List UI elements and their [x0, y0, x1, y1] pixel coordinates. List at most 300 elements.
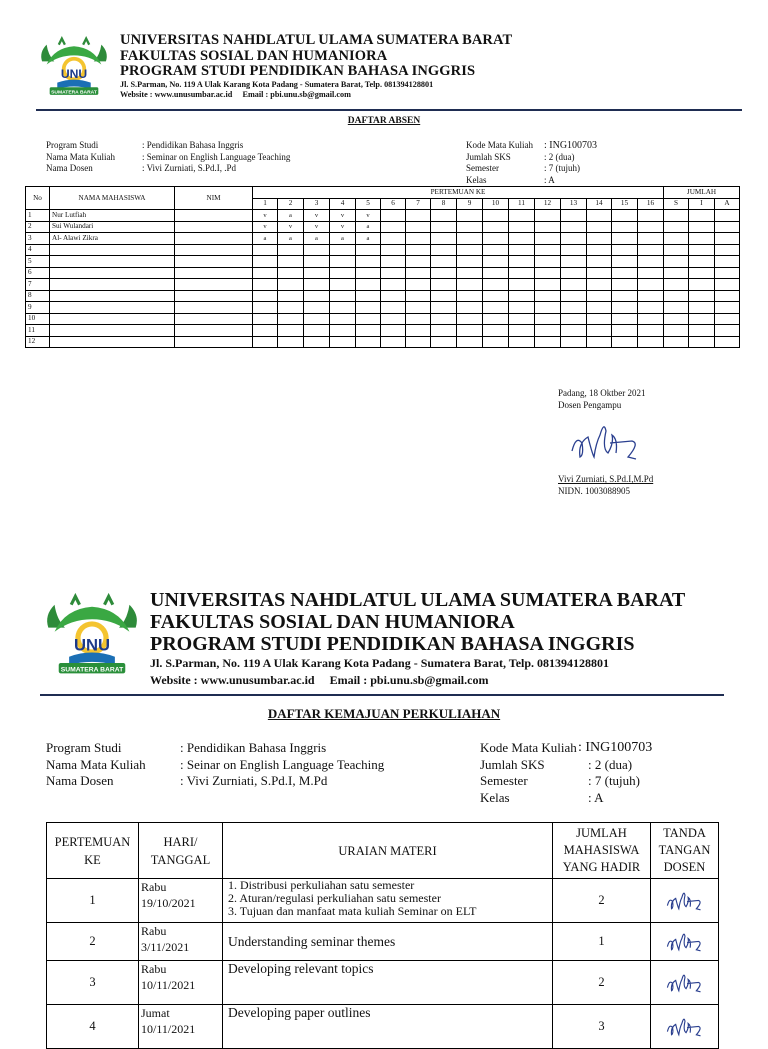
attendance-mark [535, 279, 561, 291]
attendance-mark [431, 233, 457, 245]
row-number: 2 [26, 221, 50, 233]
attendance-mark [561, 313, 587, 325]
attendance-mark [253, 244, 278, 256]
attendance-total [664, 244, 689, 256]
attendance-mark [457, 244, 483, 256]
attendance-mark [330, 325, 356, 337]
attendance-total [689, 336, 715, 348]
attendance-mark [253, 279, 278, 291]
meeting-13-header: 13 [561, 198, 587, 210]
attendance-mark [330, 267, 356, 279]
table-row [26, 290, 740, 302]
row-number: 5 [26, 256, 50, 268]
attendance-total [689, 221, 715, 233]
attendance-mark [253, 267, 278, 279]
student-nim [175, 336, 253, 348]
attendance-mark [638, 256, 664, 268]
row-number: 9 [26, 302, 50, 314]
table-row [26, 210, 740, 222]
handwritten-signature [663, 927, 707, 957]
student-nim [175, 313, 253, 325]
attendance-mark [535, 336, 561, 348]
attendance-mark [587, 290, 612, 302]
attendance-mark [638, 221, 664, 233]
attendance-mark: v [330, 221, 356, 233]
attendance-mark [278, 325, 304, 337]
attendance-mark [330, 302, 356, 314]
attendance-mark [406, 210, 431, 222]
attendance-mark [278, 336, 304, 348]
attendance-mark [561, 279, 587, 291]
course-info-right: Kode Mata Kuliah : ING100703 Jumlah SKS : 2 (dua) Semester : 7 (tujuh) Kelas : A [466, 140, 598, 185]
attendance-mark [406, 279, 431, 291]
attendance-mark [356, 267, 381, 279]
attendance-mark [587, 279, 612, 291]
attendance-total [715, 325, 740, 337]
attendance-total [689, 267, 715, 279]
attendance-mark [278, 256, 304, 268]
attendance-mark [483, 302, 509, 314]
attendance-mark [431, 313, 457, 325]
attendance-mark: v [330, 210, 356, 222]
university-logo [40, 596, 144, 680]
total-s-header: S [664, 198, 689, 210]
student-nim [175, 221, 253, 233]
meeting-11-header: 11 [509, 198, 535, 210]
meeting-1-header: 1 [253, 198, 278, 210]
attendance-mark [381, 267, 406, 279]
attendance-mark [356, 279, 381, 291]
attendance-mark [612, 325, 638, 337]
student-name [50, 267, 175, 279]
attendance-mark [587, 221, 612, 233]
attendance-mark [330, 256, 356, 268]
attendance-mark [483, 279, 509, 291]
attendance-mark [304, 325, 330, 337]
attendance-mark [535, 302, 561, 314]
attendance-total [664, 221, 689, 233]
student-name [50, 290, 175, 302]
student-name: Al- Alawi Zikra [50, 233, 175, 245]
svg-text:SUMATERA BARAT: SUMATERA BARAT [60, 666, 124, 674]
attendance-mark [587, 244, 612, 256]
attendance-mark [278, 313, 304, 325]
row-number: 8 [26, 290, 50, 302]
letterhead [150, 589, 750, 689]
attendance-total [715, 302, 740, 314]
attendance-total [689, 244, 715, 256]
table-row: 2 Rabu 3/11/2021 Understanding seminar themes 1 [47, 923, 719, 961]
attendance-mark [431, 210, 457, 222]
attendance-mark [483, 336, 509, 348]
attendance-mark [612, 336, 638, 348]
attendance-mark [509, 279, 535, 291]
attendance-mark [561, 336, 587, 348]
attendance-total [664, 290, 689, 302]
attendance-mark [561, 210, 587, 222]
attendance-mark [278, 302, 304, 314]
attendance-mark [406, 336, 431, 348]
row-number: 3 [26, 233, 50, 245]
table-row [26, 256, 740, 268]
attendance-mark [356, 302, 381, 314]
attendance-total [689, 279, 715, 291]
attendance-mark [638, 233, 664, 245]
attendance-mark [330, 313, 356, 325]
attendance-mark [253, 256, 278, 268]
attendance-total [715, 267, 740, 279]
attendance-mark [587, 233, 612, 245]
attendance-total [689, 325, 715, 337]
attendance-mark [356, 290, 381, 302]
attendance-mark [535, 290, 561, 302]
attendance-mark [356, 256, 381, 268]
attendance-mark: a [278, 233, 304, 245]
attendance-mark [381, 244, 406, 256]
attendance-mark [457, 279, 483, 291]
attendance-mark [561, 302, 587, 314]
attendance-mark [587, 325, 612, 337]
table-row [26, 336, 740, 348]
university-name: UNIVERSITAS NAHDLATUL ULAMA SUMATERA BARAT [120, 32, 513, 48]
col-present-count: JUMLAH MAHASISWA YANG HADIR [553, 823, 651, 879]
attendance-mark [587, 267, 612, 279]
attendance-mark [483, 233, 509, 245]
attendance-mark [356, 244, 381, 256]
attendance-mark [253, 325, 278, 337]
student-nim [175, 244, 253, 256]
attendance-total [715, 221, 740, 233]
attendance-mark [638, 210, 664, 222]
attendance-total [715, 313, 740, 325]
attendance-mark [406, 290, 431, 302]
meeting-2-header: 2 [278, 198, 304, 210]
attendance-total [664, 233, 689, 245]
student-name [50, 256, 175, 268]
col-total: JUMLAH [664, 187, 740, 199]
attendance-mark [457, 221, 483, 233]
attendance-total [689, 290, 715, 302]
attendance-mark [304, 244, 330, 256]
attendance-mark [457, 233, 483, 245]
attendance-mark [638, 336, 664, 348]
student-name: Nur Lutfiah [50, 210, 175, 222]
student-nim [175, 267, 253, 279]
header-rule [40, 694, 724, 696]
attendance-mark [278, 267, 304, 279]
page-title: DAFTAR KEMAJUAN PERKULIAHAN [267, 706, 501, 721]
attendance-mark [330, 336, 356, 348]
attendance-mark [431, 244, 457, 256]
attendance-mark [431, 302, 457, 314]
attendance-total [689, 256, 715, 268]
attendance-total [715, 210, 740, 222]
attendance-mark [587, 210, 612, 222]
contact: Website : www.unusumbar.ac.id Email : pbi.unu.sb@gmail.com [120, 90, 351, 99]
attendance-mark [431, 290, 457, 302]
attendance-mark [483, 256, 509, 268]
attendance-total [664, 302, 689, 314]
attendance-mark [535, 244, 561, 256]
attendance-mark [638, 302, 664, 314]
attendance-mark [278, 279, 304, 291]
lecturer-signature [651, 879, 719, 923]
meeting-15-header: 15 [612, 198, 638, 210]
attendance-mark: a [278, 210, 304, 222]
attendance-total [689, 210, 715, 222]
attendance-mark [406, 221, 431, 233]
attendance-total [664, 325, 689, 337]
faculty-name: FAKULTAS SOSIAL DAN HUMANIORA [120, 47, 388, 64]
student-nim [175, 290, 253, 302]
attendance-mark [381, 290, 406, 302]
attendance-mark [406, 256, 431, 268]
table-row: 4 Jumat 10/11/2021 Developing paper outlines 3 [47, 1005, 719, 1049]
svg-text:SUMATERA BARAT: SUMATERA BARAT [51, 90, 97, 96]
attendance-mark [483, 325, 509, 337]
student-name [50, 244, 175, 256]
svg-text:UNU: UNU [73, 635, 111, 655]
attendance-mark [638, 325, 664, 337]
attendance-mark [612, 233, 638, 245]
course-info-right: Kode Mata Kuliah : ING100703 Jumlah SKS : 2 (dua) Semester : 7 (tujuh) Kelas : A [480, 740, 653, 805]
attendance-total [715, 244, 740, 256]
attendance-total [715, 290, 740, 302]
attendance-mark [509, 302, 535, 314]
table-row [26, 267, 740, 279]
page-title: DAFTAR ABSEN [347, 116, 421, 126]
attendance-mark [509, 233, 535, 245]
table-row [26, 279, 740, 291]
student-name: Sui Wulandari [50, 221, 175, 233]
signer-nidn: NIDN. 1003088905 [558, 486, 630, 496]
table-row [26, 313, 740, 325]
meeting-8-header: 8 [431, 198, 457, 210]
attendance-mark: a [304, 233, 330, 245]
attendance-mark [535, 221, 561, 233]
attendance-mark [457, 325, 483, 337]
attendance-mark [535, 313, 561, 325]
attendance-total [715, 279, 740, 291]
attendance-mark: a [356, 233, 381, 245]
attendance-mark [457, 313, 483, 325]
student-name [50, 302, 175, 314]
meeting-16-header: 16 [638, 198, 664, 210]
attendance-total [715, 336, 740, 348]
attendance-mark [535, 267, 561, 279]
handwritten-signature [663, 968, 707, 998]
attendance-mark [483, 210, 509, 222]
attendance-mark [304, 267, 330, 279]
attendance-mark: v [253, 221, 278, 233]
attendance-mark [483, 244, 509, 256]
table-row [26, 233, 740, 245]
attendance-mark [612, 244, 638, 256]
progress-table [46, 822, 719, 1049]
attendance-mark [561, 233, 587, 245]
meeting-12-header: 12 [535, 198, 561, 210]
attendance-mark [457, 267, 483, 279]
table-row [26, 221, 740, 233]
signer-role: Dosen Pengampu [558, 400, 622, 410]
attendance-mark: a [253, 233, 278, 245]
attendance-total [715, 256, 740, 268]
signature-block [558, 387, 653, 497]
attendance-mark [356, 313, 381, 325]
attendance-total [664, 267, 689, 279]
attendance-mark [304, 336, 330, 348]
attendance-mark [431, 267, 457, 279]
attendance-mark [483, 221, 509, 233]
col-no: No [26, 187, 50, 210]
attendance-mark [587, 313, 612, 325]
attendance-mark [381, 210, 406, 222]
attendance-mark [431, 336, 457, 348]
row-number: 7 [26, 279, 50, 291]
attendance-mark [638, 267, 664, 279]
lecturer-signature [651, 923, 719, 961]
col-nim: NIM [175, 187, 253, 210]
contact: Website : www.unusumbar.ac.id Email : pbi.unu.sb@gmail.com [150, 673, 489, 687]
attendance-mark: a [330, 233, 356, 245]
meeting-10-header: 10 [483, 198, 509, 210]
attendance-mark: v [356, 210, 381, 222]
table-row [26, 244, 740, 256]
attendance-mark [561, 256, 587, 268]
attendance-total [664, 336, 689, 348]
attendance-mark [406, 313, 431, 325]
attendance-mark [612, 256, 638, 268]
handwritten-signature [663, 1012, 707, 1042]
attendance-mark [535, 256, 561, 268]
attendance-mark [356, 336, 381, 348]
meeting-14-header: 14 [587, 198, 612, 210]
attendance-mark [483, 313, 509, 325]
attendance-mark [253, 302, 278, 314]
attendance-table [25, 186, 740, 348]
attendance-mark [356, 325, 381, 337]
attendance-mark [304, 313, 330, 325]
attendance-mark [535, 233, 561, 245]
attendance-total [664, 279, 689, 291]
col-name: NAMA MAHASISWA [50, 187, 175, 210]
attendance-mark [457, 336, 483, 348]
col-signature: TANDA TANGAN DOSEN [651, 823, 719, 879]
student-name [50, 336, 175, 348]
attendance-mark [561, 325, 587, 337]
attendance-mark: v [304, 210, 330, 222]
attendance-mark [638, 313, 664, 325]
col-material: URAIAN MATERI [223, 823, 553, 879]
attendance-mark [381, 279, 406, 291]
svg-text:UNU: UNU [60, 67, 88, 82]
attendance-mark [381, 313, 406, 325]
attendance-mark [253, 290, 278, 302]
letterhead [120, 33, 740, 101]
university-logo [36, 38, 112, 100]
meeting-5-header: 5 [356, 198, 381, 210]
attendance-mark [509, 267, 535, 279]
attendance-total [689, 302, 715, 314]
attendance-mark [509, 313, 535, 325]
attendance-mark [587, 256, 612, 268]
attendance-mark [483, 267, 509, 279]
university-name: UNIVERSITAS NAHDLATUL ULAMA SUMATERA BARAT [150, 589, 686, 611]
faculty-name: FAKULTAS SOSIAL DAN HUMANIORA [150, 611, 515, 633]
attendance-total [689, 233, 715, 245]
attendance-mark [509, 336, 535, 348]
row-number: 4 [26, 244, 50, 256]
attendance-mark [330, 244, 356, 256]
attendance-mark [406, 325, 431, 337]
row-number: 12 [26, 336, 50, 348]
attendance-mark [406, 233, 431, 245]
course-info-left: Program Studi : Pendidikan Bahasa Inggris Nama Mata Kuliah : Seinar on English Language Teaching Nama Dosen : Vivi Zurniati, S.Pd.I, M.Pd [46, 740, 385, 788]
attendance-mark [431, 256, 457, 268]
attendance-mark [381, 302, 406, 314]
attendance-mark [561, 244, 587, 256]
attendance-total [689, 313, 715, 325]
col-meeting: PERTEMUAN KE [253, 187, 664, 199]
row-number: 1 [26, 210, 50, 222]
student-nim [175, 279, 253, 291]
table-row [26, 302, 740, 314]
student-name [50, 279, 175, 291]
program-name: PROGRAM STUDI PENDIDIKAN BAHASA INGGRIS [120, 63, 476, 79]
student-name [50, 325, 175, 337]
student-nim [175, 325, 253, 337]
attendance-mark [253, 313, 278, 325]
attendance-mark [457, 256, 483, 268]
attendance-mark [381, 325, 406, 337]
attendance-mark [431, 325, 457, 337]
table-row: 1 Rabu 19/10/2021 1. Distribusi perkuliahan satu semester 2. Aturan/regulasi perkuliahan satu semester 3. Tujuan dan manfaat mata kuliah Seminar on ELT 2 [47, 879, 719, 923]
attendance-mark [561, 221, 587, 233]
meeting-4-header: 4 [330, 198, 356, 210]
attendance-total [664, 210, 689, 222]
attendance-mark [612, 290, 638, 302]
attendance-mark [535, 325, 561, 337]
handwritten-signature [663, 886, 707, 916]
attendance-mark [483, 290, 509, 302]
attendance-mark [253, 336, 278, 348]
attendance-mark [381, 256, 406, 268]
attendance-mark [406, 267, 431, 279]
attendance-total [664, 313, 689, 325]
attendance-mark: v [278, 221, 304, 233]
attendance-mark [431, 221, 457, 233]
meeting-7-header: 7 [406, 198, 431, 210]
attendance-mark [509, 221, 535, 233]
attendance-mark [406, 302, 431, 314]
attendance-mark [304, 290, 330, 302]
attendance-mark [612, 313, 638, 325]
attendance-mark [561, 290, 587, 302]
course-info-left: Program Studi : Pendidikan Bahasa Inggris Nama Mata Kuliah : Seminar on English Language Teaching Nama Dosen : Vivi Zurniati, S.Pd.I, .Pd [46, 140, 291, 173]
col-meeting: PERTEMUAN KE [47, 823, 139, 879]
attendance-mark [587, 336, 612, 348]
attendance-mark [612, 210, 638, 222]
attendance-mark [304, 256, 330, 268]
attendance-mark [304, 302, 330, 314]
lecturer-signature [651, 961, 719, 1005]
total-a-header: A [715, 198, 740, 210]
attendance-mark [457, 210, 483, 222]
attendance-mark [638, 244, 664, 256]
student-nim [175, 256, 253, 268]
attendance-mark [330, 279, 356, 291]
attendance-mark [612, 279, 638, 291]
